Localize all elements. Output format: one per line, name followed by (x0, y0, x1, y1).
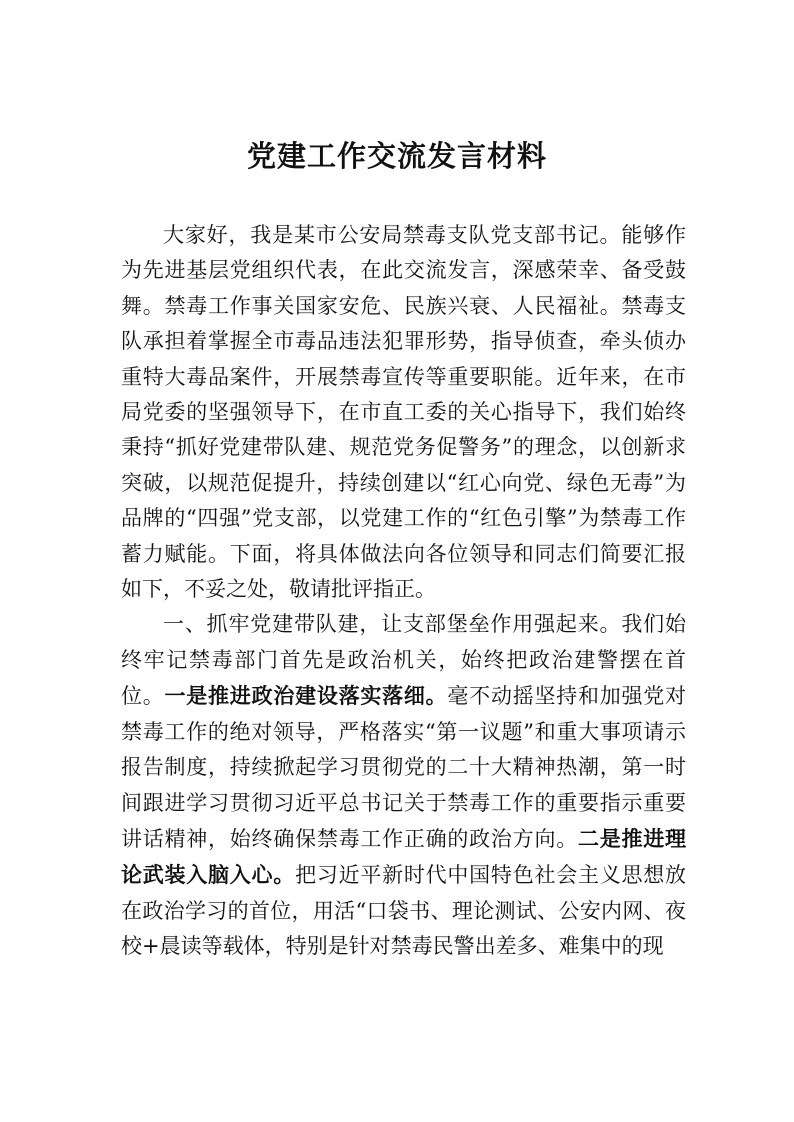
point-one-heading: 一是推进政治建设落实落细。 (164, 683, 448, 709)
section-one-intro: 一、抓牢党建带队建，让支部堡垒作用强起来。我们始终牢记禁毒部门首先是政治机关，始终把政治建警摆在首位。 (121, 612, 686, 709)
document-title: 党建工作交流发言材料 (246, 139, 547, 173)
paragraph-greeting: 大家好，我是某市公安局禁毒支队党支部书记。能够作为先进基层党组织代表，在此交流发言，深感荣幸、备受鼓舞。禁毒工作事关国家安危、民族兴衰、人民福祉。禁毒支队承担着掌握全市毒品违法犯罪形势，指导侦查，牵头侦办重特大毒品案件，开展禁毒宣传等重要职能。近年来，在市局党委的坚强领导下，在市直工委的关心指导下，我们始终秉持“抓好党建带队建、规范党务促警务”的理念，以创新求突破，以规范促提升，持续创建以“红心向党、绿色无毒”为品牌的“四强”党支部，以党建工作的“红色引擎”为禁毒工作蓄力赋能。下面，将具体做法向各位领导和同志们简要汇报如下，不妥之处，敬请批评指正。 (121, 223, 686, 602)
point-one-text: 毫不动摇坚持和加强党对禁毒工作的绝对领导，严格落实“第一议题”和重大事项请示报告制度，持续掀起学习贯彻党的二十大精神热潮，第一时间跟进学习贯彻习近平总书记关于禁毒工作的重要指示重要讲话精神，始终确保禁毒工作正确的政治方向。 (121, 684, 687, 851)
document-body (121, 218, 686, 965)
paragraph-section-one (121, 607, 686, 964)
point-two-text: 把习近平新时代中国特色社会主义思想放在政治学习的首位，用活“口袋书、理论测试、公安内网、夜校+晨读等载体，特别是针对禁毒民警出差多、难集中的现 (121, 863, 687, 959)
point-two-heading: 二是推进理论武装入脑入心。 (121, 825, 687, 888)
